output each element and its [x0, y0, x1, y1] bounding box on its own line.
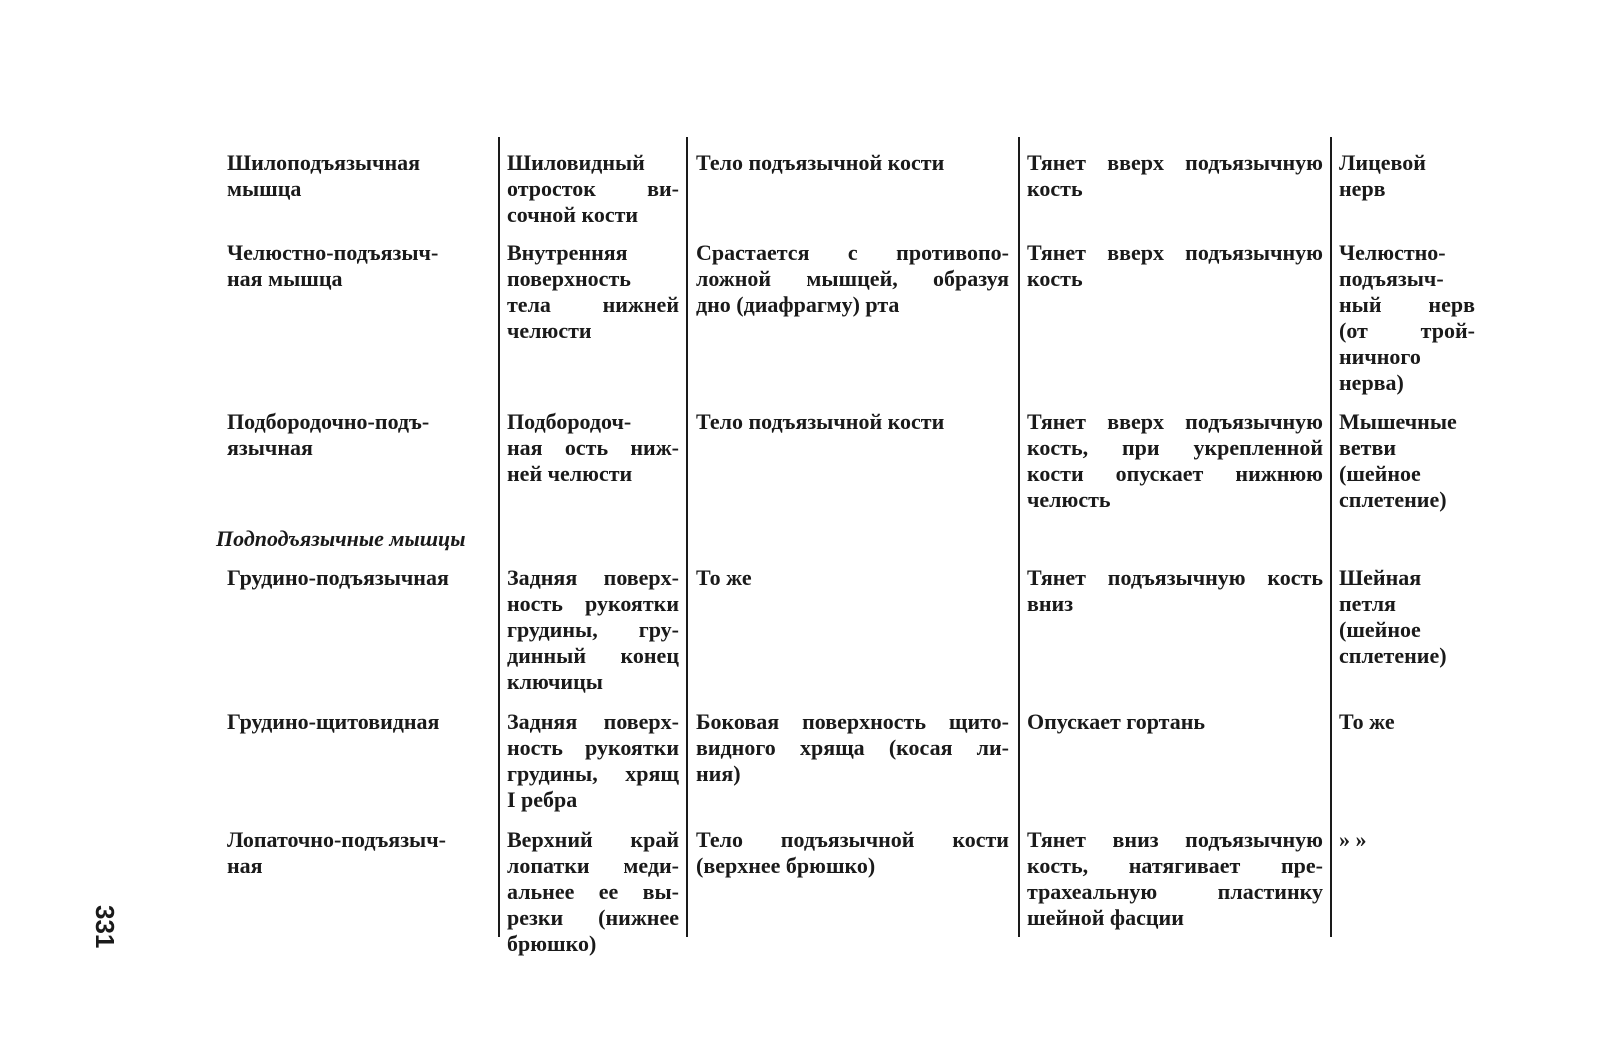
- cell-line: ная: [227, 853, 263, 878]
- origin-cell: [507, 709, 679, 813]
- cell-line: грудины, хрящ: [507, 761, 679, 786]
- cell-line: Верхний край: [507, 827, 679, 852]
- cell-line: ложной мышцей, образуя: [696, 266, 1009, 291]
- insertion-cell: [696, 827, 1009, 879]
- cell-line: ность рукоятки: [507, 591, 679, 616]
- cell-line: ней челюсти: [507, 461, 633, 486]
- cell-line: челюсти: [507, 318, 592, 343]
- cell-line: Опускает гортань: [1027, 709, 1206, 734]
- insertion-cell: [696, 150, 1009, 176]
- cell-line: ность рукоятки: [507, 735, 679, 760]
- cell-line: (от трой-: [1339, 318, 1475, 343]
- insertion-cell: [696, 565, 1009, 591]
- cell-line: ная ость ниж-: [507, 435, 679, 460]
- cell-line: Лопаточно-подъязыч-: [227, 827, 446, 852]
- origin-cell: [507, 150, 679, 228]
- function-cell: [1027, 827, 1323, 931]
- section-title: Подподъязычные мышцы: [216, 526, 466, 551]
- muscle-name-cell: [227, 709, 477, 735]
- innervation-cell: [1339, 150, 1475, 202]
- cell-line: То же: [1339, 709, 1395, 734]
- cell-line: (верхнее брюшко): [696, 853, 876, 878]
- cell-line: нерва): [1339, 370, 1404, 395]
- cell-line: Грудино-подъязычная: [227, 565, 449, 590]
- cell-line: шейной фасции: [1027, 905, 1184, 930]
- insertion-cell: [696, 409, 1009, 435]
- cell-line: Тянет вверх подъязычную: [1027, 240, 1323, 265]
- muscle-name-cell: [227, 827, 477, 879]
- cell-line: Тело подъязычной кости: [696, 409, 945, 434]
- cell-line: вниз: [1027, 591, 1074, 616]
- cell-line: кость: [1027, 266, 1083, 291]
- cell-line: кость, натягивает пре-: [1027, 853, 1323, 878]
- cell-line: сплетение): [1339, 643, 1447, 668]
- cell-line: Задняя поверх-: [507, 709, 679, 734]
- cell-line: мышца: [227, 176, 302, 201]
- cell-line: Тянет вниз подъязычную: [1027, 827, 1323, 852]
- cell-line: Тело подъязычной кости: [696, 150, 945, 175]
- cell-line: Срастается с противопо-: [696, 240, 1009, 265]
- innervation-cell: [1339, 565, 1475, 669]
- cell-line: поверхность: [507, 266, 631, 291]
- cell-line: Боковая поверхность щито-: [696, 709, 1009, 734]
- cell-line: То же: [696, 565, 752, 590]
- cell-line: сочной кости: [507, 202, 639, 227]
- origin-cell: [507, 240, 679, 344]
- cell-line: ветви: [1339, 435, 1397, 460]
- cell-line: челюсть: [1027, 487, 1111, 512]
- cell-line: ния): [696, 761, 741, 786]
- insertion-cell: [696, 709, 1009, 787]
- cell-line: Шиловидный: [507, 150, 645, 175]
- cell-line: » »: [1339, 827, 1367, 852]
- innervation-cell: [1339, 409, 1475, 513]
- cell-line: Тянет вверх подъязычную: [1027, 150, 1323, 175]
- cell-line: Лицевой: [1339, 150, 1426, 175]
- cell-line: тела нижней: [507, 292, 679, 317]
- cell-line: петля: [1339, 591, 1396, 616]
- cell-line: Внутренняя: [507, 240, 628, 265]
- muscle-name-cell: [227, 150, 477, 202]
- cell-line: кость, при укрепленной: [1027, 435, 1323, 460]
- function-cell: [1027, 565, 1323, 617]
- cell-line: (шейное: [1339, 461, 1421, 486]
- cell-line: сплетение): [1339, 487, 1447, 512]
- column-divider: [686, 137, 688, 937]
- cell-line: Мышечные: [1339, 409, 1457, 434]
- column-divider: [1018, 137, 1020, 937]
- cell-line: Челюстно-подъязыч-: [227, 240, 439, 265]
- cell-line: дно (диафрагму) рта: [696, 292, 900, 317]
- cell-line: язычная: [227, 435, 313, 460]
- cell-line: Грудино-щитовидная: [227, 709, 440, 734]
- cell-line: Шейная: [1339, 565, 1422, 590]
- insertion-cell: [696, 240, 1009, 318]
- muscle-name-cell: [227, 240, 477, 292]
- column-divider: [1330, 137, 1332, 937]
- cell-line: ный нерв: [1339, 292, 1475, 317]
- cell-line: отросток ви-: [507, 176, 679, 201]
- cell-line: Челюстно-: [1339, 240, 1446, 265]
- cell-line: трахеальную пластинку: [1027, 879, 1323, 904]
- cell-line: I ребра: [507, 787, 578, 812]
- cell-line: лопатки меди-: [507, 853, 679, 878]
- cell-line: ключицы: [507, 669, 603, 694]
- function-cell: [1027, 409, 1323, 513]
- function-cell: [1027, 150, 1323, 202]
- cell-line: ничного: [1339, 344, 1421, 369]
- origin-cell: [507, 827, 679, 957]
- cell-line: Подбородочно-подъ-: [227, 409, 430, 434]
- cell-line: Тело подъязычной кости: [696, 827, 1009, 852]
- cell-line: Подбородоч-: [507, 409, 632, 434]
- cell-line: подъязыч-: [1339, 266, 1444, 291]
- page-number: 331: [90, 905, 120, 949]
- origin-cell: [507, 565, 679, 695]
- column-divider: [498, 137, 500, 937]
- innervation-cell: [1339, 709, 1475, 735]
- cell-line: Тянет вверх подъязычную: [1027, 409, 1323, 434]
- cell-line: Тянет подъязычную кость: [1027, 565, 1323, 590]
- cell-line: кости опускает нижнюю: [1027, 461, 1323, 486]
- cell-line: альнее ее вы-: [507, 879, 679, 904]
- muscle-name-cell: [227, 565, 477, 591]
- cell-line: Задняя поверх-: [507, 565, 679, 590]
- cell-line: грудины, гру-: [507, 617, 679, 642]
- cell-line: кость: [1027, 176, 1083, 201]
- muscle-name-cell: [227, 409, 477, 461]
- cell-line: Шилоподъязычная: [227, 150, 421, 175]
- origin-cell: [507, 409, 679, 487]
- innervation-cell: [1339, 240, 1475, 396]
- cell-line: видного хряща (косая ли-: [696, 735, 1009, 760]
- function-cell: [1027, 709, 1323, 735]
- innervation-cell: [1339, 827, 1475, 853]
- function-cell: [1027, 240, 1323, 292]
- cell-line: резки (нижнее: [507, 905, 679, 930]
- cell-line: нерв: [1339, 176, 1386, 201]
- cell-line: ная мышца: [227, 266, 343, 291]
- cell-line: (шейное: [1339, 617, 1421, 642]
- cell-line: динный конец: [507, 643, 679, 668]
- cell-line: брюшко): [507, 931, 597, 956]
